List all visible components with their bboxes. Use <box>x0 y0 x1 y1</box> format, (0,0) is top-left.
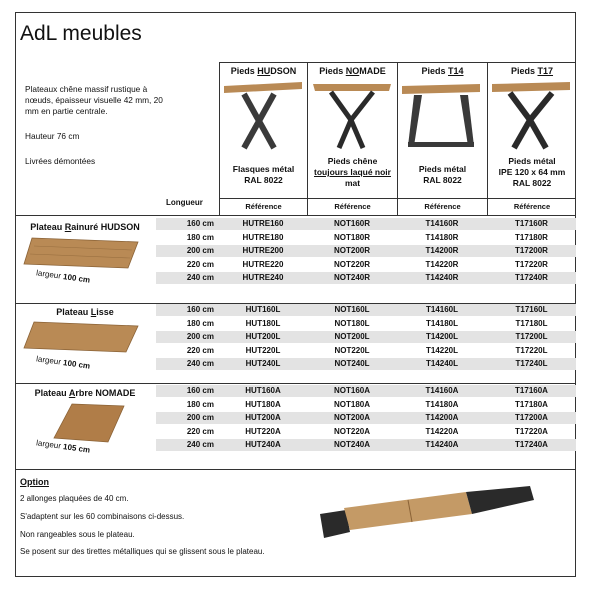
table-row <box>156 331 576 343</box>
reference-cell: T17160R <box>515 219 548 228</box>
option-line-3: Non rangeables sous le plateau. <box>20 530 135 539</box>
plateau-arbre-image <box>52 402 126 444</box>
column-header-t17: Pieds T17 <box>510 66 554 76</box>
reference-cell: HUT160A <box>245 386 281 395</box>
longueur-label: Longueur <box>166 198 203 207</box>
t17-description: Pieds métal IPE 120 x 64 mm RAL 8022 <box>498 156 566 188</box>
table-row <box>156 439 576 451</box>
section-divider-2 <box>15 383 576 384</box>
plateau-arbre-title: Plateau Arbre NOMADE <box>34 388 136 398</box>
reference-cell: T14200R <box>425 246 459 255</box>
reference-cell: T17180A <box>515 399 548 409</box>
table-row <box>156 318 576 330</box>
table-row <box>156 426 576 438</box>
reference-cell: T17200R <box>515 246 548 255</box>
reference-cell: HUTRE180 <box>242 232 284 242</box>
column-header-nomade: Pieds NOMADE <box>319 66 386 76</box>
row-length: 240 cm <box>186 440 214 449</box>
reference-cell: T14160A <box>425 386 459 395</box>
reference-cell: NOT200L <box>334 332 370 341</box>
reference-cell: HUTRE240 <box>242 273 284 282</box>
reference-cell: NOT220R <box>333 259 370 269</box>
option-line-1: 2 allonges plaquées de 40 cm. <box>20 494 129 503</box>
extension-leaves-image <box>316 484 536 540</box>
row-length: 200 cm <box>186 413 214 422</box>
hudson-description: Flasques métal RAL 8022 <box>232 164 295 185</box>
reference-cell: NOT160R <box>333 219 370 228</box>
table-row <box>156 304 576 316</box>
reference-cell: T17200A <box>515 413 548 422</box>
plateau-lisse-image <box>22 320 140 354</box>
reference-cell: T14220R <box>425 259 459 269</box>
reference-cell: HUTRE200 <box>242 246 284 255</box>
table-row <box>156 385 576 397</box>
col-divider-1 <box>219 62 220 216</box>
reference-cell: T14240L <box>425 359 459 368</box>
reference-cell: HUT200L <box>245 332 281 341</box>
reference-cell: HUT160L <box>245 305 281 314</box>
intro-livraison: Livrées démontées <box>25 156 96 166</box>
reference-cell: T17220R <box>515 259 548 269</box>
reference-cell: NOT180R <box>333 232 370 242</box>
reference-cell: T17180L <box>515 318 548 328</box>
row-length: 160 cm <box>186 219 214 228</box>
row-length: 240 cm <box>186 359 214 368</box>
intro-description: Plateaux chêne massif rustique à nœuds, épaisseur visuelle 42 mm, 20 mm en partie centrale. <box>25 84 163 116</box>
column-header-t14: Pieds T14 <box>421 66 464 76</box>
section-divider-3 <box>15 469 576 470</box>
table-row <box>156 272 576 284</box>
plateau-rainure-image <box>22 236 140 270</box>
reference-cell: NOT240L <box>334 359 370 368</box>
reference-cell: T14180A <box>425 399 459 409</box>
reference-header-t14: Référence <box>424 202 461 211</box>
reference-cell: T17160A <box>515 386 548 395</box>
reference-cell: HUT220L <box>245 345 281 355</box>
reference-header-t17: Référence <box>513 202 551 211</box>
option-line-2: S'adaptent sur les 60 combinaisons ci-dessus. <box>20 512 185 521</box>
reference-cell: HUT200A <box>245 413 281 422</box>
t14-description: Pieds métal RAL 8022 <box>418 164 467 185</box>
reference-cell: T17200L <box>515 332 548 341</box>
reference-cell: NOT200A <box>333 413 370 422</box>
hudson-leg-image <box>222 80 304 152</box>
reference-cell: T17240A <box>515 440 548 449</box>
row-length: 240 cm <box>186 273 214 282</box>
reference-cell: T17220L <box>515 345 548 355</box>
option-line-4: Se posent sur des tirettes métalliques qui se glissent sous le plateau. <box>20 547 265 556</box>
row-length: 160 cm <box>186 305 214 314</box>
plateau-lisse-largeur: largeur 100 cm <box>35 354 91 371</box>
reference-cell: NOT240A <box>333 440 370 449</box>
reference-header-nomade: Référence <box>334 202 371 211</box>
reference-cell: HUT240A <box>245 440 281 449</box>
table-row <box>156 345 576 357</box>
row-length: 200 cm <box>186 332 214 341</box>
table-row <box>156 399 576 411</box>
reference-cell: T17240R <box>515 273 548 282</box>
reference-header-hudson: Référence <box>245 202 282 211</box>
reference-cell: HUT220A <box>245 426 281 436</box>
col-divider-4 <box>487 62 488 216</box>
table-row <box>156 259 576 271</box>
reference-cell: HUT240L <box>245 359 281 368</box>
reference-cell: NOT180A <box>333 399 370 409</box>
table-row <box>156 245 576 257</box>
row-length: 200 cm <box>186 246 214 255</box>
table-row <box>156 358 576 370</box>
reference-cell: NOT160A <box>333 386 370 395</box>
reference-cell: HUTRE160 <box>242 219 284 228</box>
row-length: 180 cm <box>186 318 214 328</box>
reference-cell: NOT240R <box>333 273 370 282</box>
row-length: 220 cm <box>186 345 214 355</box>
reference-cell: T14240A <box>425 440 459 449</box>
table-row <box>156 232 576 244</box>
t14-leg-image <box>400 80 482 152</box>
row-length: 160 cm <box>186 386 214 395</box>
reference-cell: NOT160L <box>334 305 370 314</box>
reference-cell: NOT220A <box>333 426 370 436</box>
reference-cell: T14160L <box>425 305 459 314</box>
reference-cell: T14180L <box>425 318 459 328</box>
reference-cell: T14160R <box>425 219 459 228</box>
reference-cell: T14220A <box>425 426 459 436</box>
table-row <box>156 218 576 230</box>
option-title: Option <box>20 477 49 487</box>
reference-cell: T17240L <box>515 359 548 368</box>
row-length: 180 cm <box>186 399 214 409</box>
reference-cell: NOT220L <box>334 345 370 355</box>
reference-cell: T14180R <box>425 232 459 242</box>
row-length: 220 cm <box>186 426 214 436</box>
reference-cell: NOT200R <box>333 246 370 255</box>
reference-cell: T17180R <box>515 232 548 242</box>
plateau-lisse-title: Plateau Lisse <box>56 307 114 317</box>
reference-cell: T14220L <box>425 345 459 355</box>
row-length: 220 cm <box>186 259 214 269</box>
reference-cell: T14200L <box>425 332 459 341</box>
reference-cell: T17220A <box>515 426 548 436</box>
nomade-leg-image <box>311 80 393 152</box>
reference-cell: T14200A <box>425 413 459 422</box>
plateau-arbre-largeur: largeur 105 cm <box>35 438 91 455</box>
reference-cell: T14240R <box>425 273 459 282</box>
nomade-description: Pieds chêne toujours laqué noir mat <box>314 156 391 188</box>
reference-cell: NOT180L <box>334 318 370 328</box>
page-title: AdL meubles <box>20 22 142 45</box>
col-divider-3 <box>397 62 398 216</box>
row-length: 180 cm <box>186 232 214 242</box>
col-divider-2 <box>307 62 308 216</box>
plateau-rainure-title: Plateau Rainuré HUDSON <box>30 222 140 232</box>
reference-cell: HUTRE220 <box>242 259 284 269</box>
reference-cell: HUT180L <box>245 318 281 328</box>
t17-leg-image <box>490 80 572 152</box>
table-row <box>156 412 576 424</box>
intro-hauteur: Hauteur 76 cm <box>25 131 80 141</box>
header-bottom-line <box>15 215 576 216</box>
reference-cell: T17160L <box>515 305 548 314</box>
reference-cell: HUT180A <box>245 399 281 409</box>
plateau-rainure-largeur: largeur 100 cm <box>35 268 91 285</box>
column-header-hudson: Pieds HUDSON <box>230 66 297 76</box>
